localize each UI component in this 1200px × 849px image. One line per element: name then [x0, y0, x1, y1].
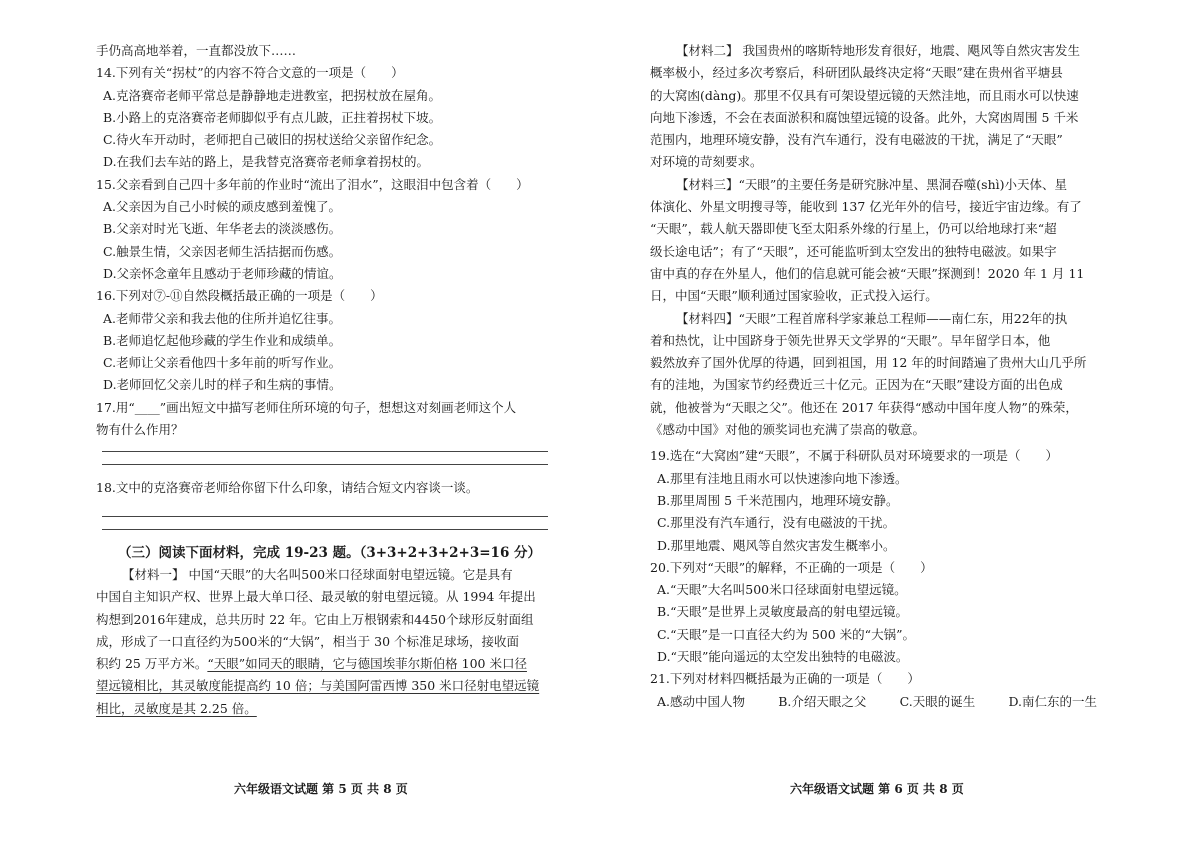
q14-option-d: D.在我们去车站的路上，是我替克洛赛帝老师拿着拐杖的。 [103, 154, 430, 170]
q17-stem-line1: 17.用“____”画出短文中描写老师住所环境的句子，想想这对刻画老师这个人 [96, 399, 517, 415]
q19-option-b: B.那里周围 5 千米范围内，地理环境安静。 [657, 492, 899, 508]
q14-option-a: A.克洛赛帝老师平常总是静静地走进教室，把拐杖放在屋角。 [103, 87, 442, 103]
material1-plain-tail: 积约 25 万平方米。 [96, 656, 208, 672]
material1-line-3: 构想到2016年建成，总共历时 22 年。它由上万根钢索和4450个球形反射面组 [96, 611, 534, 627]
q18-stem: 18.文中的克洛赛帝老师给你留下什么印象，请结合短文内容谈一谈。 [96, 480, 479, 496]
material2-line-4: 向地下渗透，不会在表面淤积和腐蚀望远镜的设备。此外，大窝凼周围 5 千米 [650, 109, 1079, 125]
q16-option-a: A.老师带父亲和我去他的住所并追忆往事。 [103, 310, 342, 326]
q19-stem: 19.选在“大窝凼”建“天眼”，不属于科研队员对环境要求的一项是（ ） [650, 448, 1058, 464]
page-5-footer: 六年级语文试题 第 5 页 共 8 页 [234, 782, 408, 796]
material1-line-4: 成，形成了一口直径约为500米的“大锅”，相当于 30 个标准足球场，接收面 [96, 633, 519, 649]
page-6-footer: 六年级语文试题 第 6 页 共 8 页 [790, 782, 964, 796]
q20-option-a: A.“天眼”大名叫500米口径球面射电望远镜。 [657, 582, 907, 598]
q15-option-d: D.父亲怀念童年且感动于老师珍藏的情谊。 [103, 265, 342, 281]
q17-answer-line-2[interactable] [102, 464, 548, 465]
q21-option-d: D.南仁东的一生 [1008, 693, 1097, 709]
material2-line-3: 的大窝凼(dàng)。那里不仅具有可架设望远镜的天然洼地，而且雨水可以快速 [650, 87, 1079, 103]
q15-option-a: A.父亲因为自己小时候的顽皮感到羞愧了。 [103, 199, 342, 215]
material1-underlined-3: 相比，灵敏度是其 2.25 倍。 [96, 700, 257, 716]
q19-option-d: D.那里地震、飓风等自然灾害发生概率小。 [657, 537, 896, 553]
material2-line-2: 概率极小，经过多次考察后，科研团队最终决定将“天眼”建在贵州省平塘县 [650, 65, 1063, 81]
q15-option-b: B.父亲对时光飞逝、年华老去的淡淡感伤。 [103, 221, 342, 237]
q16-option-d: D.老师回忆父亲儿时的样子和生病的事情。 [103, 377, 342, 393]
q21-option-c: C.天眼的诞生 [899, 693, 976, 709]
material4-line-3: 毅然放弃了国外优厚的待遇，回到祖国，用 12 年的时间踏遍了贵州大山几乎所 [650, 355, 1087, 371]
q15-option-c: C.触景生情，父亲因老师生活拮据而伤感。 [103, 243, 342, 259]
material-3 [650, 174, 1108, 308]
right-page-column [650, 40, 1108, 713]
material2-line-6: 对环境的苛刻要求。 [650, 154, 763, 170]
question-15 [96, 174, 552, 285]
q15-stem: 15.父亲看到自己四十多年前的作业时“流出了泪水”，这眼泪中包含着（ ） [96, 176, 529, 192]
left-page-column [96, 40, 552, 720]
material3-line-2: 体演化、外星文明搜寻等，能收到 137 亿光年外的信号，接近宇宙边缘。有了 [650, 199, 1082, 215]
question-20 [650, 557, 1108, 668]
material3-line-5: 宙中真的存在外星人，他们的信息就可能会被“天眼”探测到！2020 年 1 月 11 [650, 265, 1085, 281]
q14-option-c: C.待火车开动时，老师把自己破旧的拐杖送给父亲留作纪念。 [103, 132, 442, 148]
q16-option-c: C.老师让父亲看他四十多年前的听写作业。 [103, 355, 342, 371]
q18-answer-line-1[interactable] [102, 516, 548, 517]
q20-option-c: C.“天眼”是一口直径大约为 500 米的“大锅”。 [657, 626, 915, 642]
material3-line-3: “天眼”，载人航天器即使飞至太阳系外缘的行星上，仍可以给地球打来“超 [650, 221, 1057, 237]
question-17 [96, 397, 552, 466]
material1-underlined-1: “天眼”如同天的眼睛，它与德国埃菲尔斯伯格 100 米口径 [207, 656, 527, 672]
q16-option-b: B.老师追忆起他珍藏的学生作业和成绩单。 [103, 332, 342, 348]
section-3 [96, 542, 552, 720]
q17-answer-line-1[interactable] [102, 451, 548, 452]
material-4 [650, 308, 1108, 442]
q19-option-a: A.那里有洼地且雨水可以快速渗向地下渗透。 [657, 470, 908, 486]
material4-line-5: 就，他被誉为“天眼之父”。他还在 2017 年获得“感动中国年度人物”的殊荣， [650, 399, 1078, 415]
material-2 [650, 40, 1108, 174]
q20-option-d: D.“天眼”能向遥远的太空发出独特的电磁波。 [657, 649, 909, 665]
q21-stem: 21.下列对材料四概括最为正确的一项是（ ） [650, 671, 920, 687]
q21-options-row [650, 691, 1097, 713]
q19-option-c: C.那里没有汽车通行，没有电磁波的干扰。 [657, 515, 896, 531]
question-16 [96, 285, 552, 396]
material2-line-1: 【材料二】 我国贵州的喀斯特地形发育很好，地震、飓风等自然灾害发生 [676, 43, 1080, 58]
q20-stem: 20.下列对“天眼”的解释，不正确的一项是（ ） [650, 559, 933, 575]
material2-line-5: 范围内，地理环境安静，没有汽车通行，没有电磁波的干扰，满足了“天眼” [650, 132, 1063, 148]
q14-option-b: B.小路上的克洛赛帝老师脚似乎有点儿跛，正拄着拐杖下坡。 [103, 109, 442, 125]
lead-text: 手仍高高地举着，一直都没放下…… [96, 43, 297, 58]
q14-stem: 14.下列有关“拐杖”的内容不符合文意的一项是（ ） [96, 65, 404, 81]
material3-line-1: 【材料三】“天眼”的主要任务是研究脉冲星、黑洞吞噬(shì)小天体、星 [676, 176, 1067, 192]
material1-line-1: 【材料一】 中国“天眼”的大名叫500米口径球面射电望远镜。它是具有 [122, 566, 513, 582]
material4-line-6: 《感动中国》对他的颁奖词也充满了崇高的敬意。 [650, 422, 926, 438]
material1-line-2: 中国自主知识产权、世界上最大单口径、最灵敏的射电望远镜。从 1994 年提出 [96, 589, 536, 605]
question-14 [96, 62, 552, 173]
material1-line-5 [96, 653, 552, 675]
material3-line-6: 日，中国“天眼”顺利通过国家验收，正式投入运行。 [650, 288, 938, 304]
question-19 [650, 445, 1108, 556]
q20-option-b: B.“天眼”是世界上灵敏度最高的射电望远镜。 [657, 604, 908, 620]
q21-option-a: A.感动中国人物 [657, 693, 746, 709]
q17-stem-line2: 物有什么作用？ [96, 422, 184, 438]
q16-stem: 16.下列对⑦-⑪自然段概括最正确的一项是（ ） [96, 288, 383, 304]
q18-answer-line-2[interactable] [102, 529, 548, 530]
q21-option-b: B.介绍天眼之父 [778, 693, 867, 709]
section-3-title: （三）阅读下面材料，完成 19-23 题。（3+3+2+3+2+3=16 分） [118, 544, 542, 561]
question-18 [96, 477, 552, 529]
material4-line-2: 着和热忱，让中国跻身于领先世界天文学界的“天眼”。早年留学日本，他 [650, 332, 1051, 348]
material1-underlined-2: 望远镜相比，其灵敏度能提高约 10 倍；与美国阿雷西博 350 米口径射电望远镜 [96, 678, 540, 694]
material3-line-4: 级长途电话”；有了“天眼”，还可能监听到太空发出的独特电磁波。如果宇 [650, 243, 1057, 259]
material4-line-1: 【材料四】“天眼”工程首席科学家兼总工程师——南仁东，用22年的执 [676, 310, 1068, 326]
material4-line-4: 有的洼地，为国家节约经费近三十亿元。正因为在“天眼”建设方面的出色成 [650, 377, 1063, 393]
question-21 [650, 668, 1108, 713]
